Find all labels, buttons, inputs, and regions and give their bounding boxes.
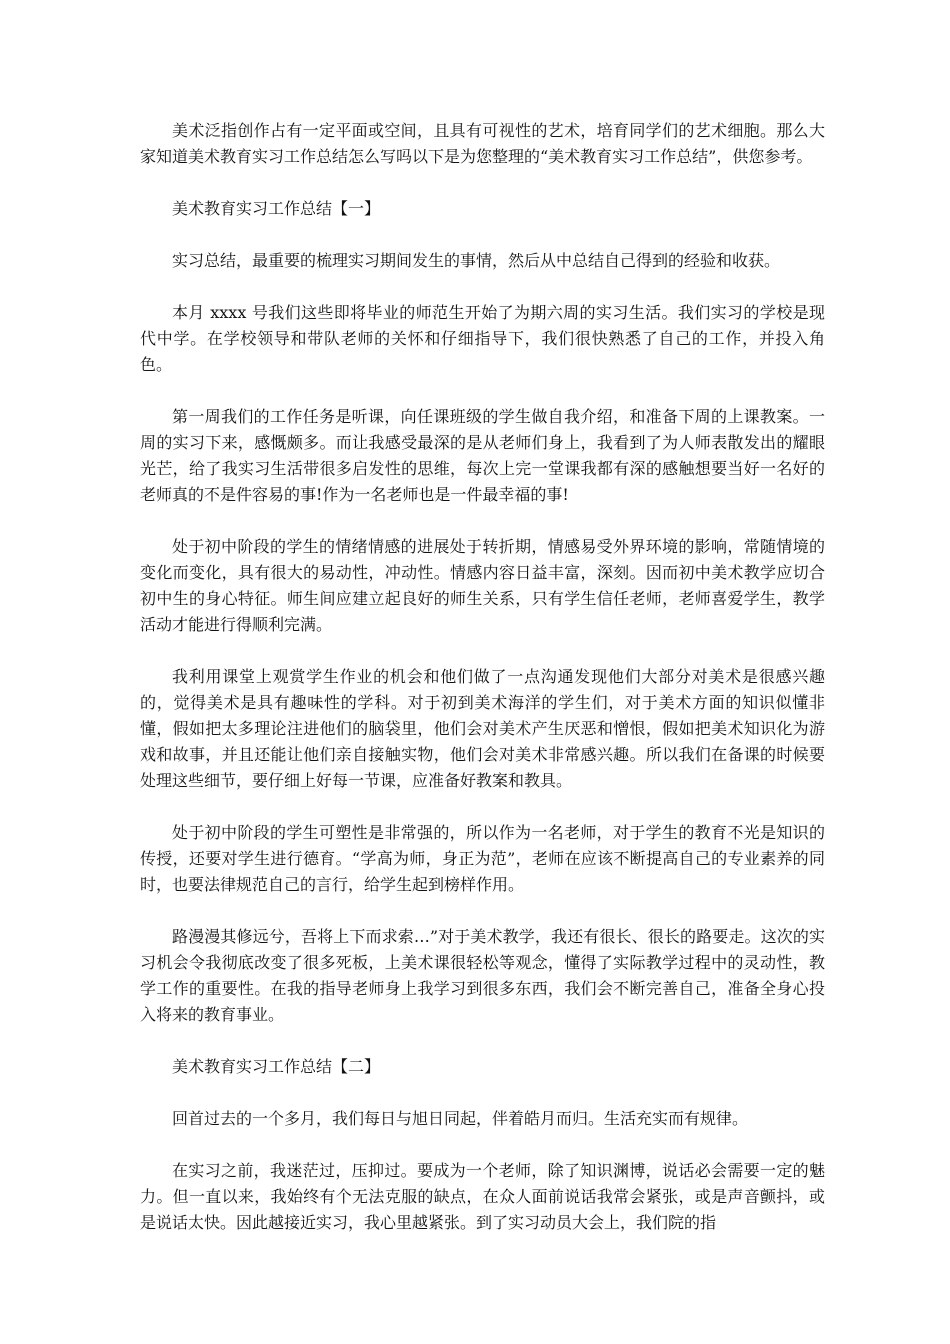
- section-heading-1: 美术教育实习工作总结【一】: [172, 199, 381, 218]
- paragraph: 本月 xxxx 号我们这些即将毕业的师范生开始了为期六周的实习生活。我们实习的学校是现代中学。在学校领导和带队老师的关怀和仔细指导下，我们很快熟悉了自己的工作，并投入角色。: [140, 303, 825, 374]
- paragraph: 在实习之前，我迷茫过，压抑过。要成为一个老师，除了知识渊博，说话必会需要一定的魅力。但一直以来，我始终有个无法克服的缺点，在众人面前说话我常会紧张，或是声音颤抖，或是说话太快。因此越接近实习，我心里越紧张。到了实习动员大会上，我们院的指: [140, 1161, 825, 1232]
- paragraph: 处于初中阶段的学生的情绪情感的进展处于转折期，情感易受外界环境的影响，常随情境的变化而变化，具有很大的易动性，冲动性。情感内容日益丰富，深刻。因而初中美术教学应切合初中生的身心特征。师生间应建立起良好的师生关系，只有学生信任老师，老师喜爱学生，教学活动才能进行得顺利完满。: [140, 537, 825, 634]
- intro-paragraph: 美术泛指创作占有一定平面或空间，且具有可视性的艺术，培育同学们的艺术细胞。那么大家知道美术教育实习工作总结怎么写吗以下是为您整理的“美术教育实习工作总结”，供您参考。: [140, 121, 825, 166]
- paragraph: 路漫漫其修远兮，吾将上下而求索…”对于美术教学，我还有很长、很长的路要走。这次的实习机会令我彻底改变了很多死板，上美术课很轻松等观念，懂得了实际教学过程中的灵动性，教学工作的重要性。在我的指导老师身上我学习到很多东西，我们会不断完善自己，准备全身心投入将来的教育事业。: [140, 927, 825, 1024]
- paragraph: 我利用课堂上观赏学生作业的机会和他们做了一点沟通发现他们大部分对美术是很感兴趣的，觉得美术是具有趣味性的学科。对于初到美术海洋的学生们，对于美术方面的知识似懂非懂，假如把太多理论注进他们的脑袋里，他们会对美术产生厌恶和憎恨，假如把美术知识化为游戏和故事，并且还能让他们亲自接触实物，他们会对美术非常感兴趣。所以我们在备课的时候要处理这些细节，要仔细上好每一节课，应准备好教案和教具。: [140, 667, 825, 790]
- paragraph: 实习总结，最重要的梳理实习期间发生的事情，然后从中总结自己得到的经验和收获。: [172, 251, 781, 270]
- paragraph: 第一周我们的工作任务是听课，向任课班级的学生做自我介绍，和准备下周的上课教案。一周的实习下来，感慨颇多。而让我感受最深的是从老师们身上，我看到了为人师表散发出的耀眼光芒，给了我实习生活带很多启发性的思维，每次上完一堂课我都有深的感触想要当好一名好的老师真的不是件容易的事!作为一名老师也是一件最幸福的事!: [140, 407, 825, 504]
- document-body: [140, 118, 825, 1262]
- section-heading-2: 美术教育实习工作总结【二】: [172, 1057, 381, 1076]
- paragraph: 处于初中阶段的学生可塑性是非常强的，所以作为一名老师，对于学生的教育不光是知识的传授，还要对学生进行德育。“学高为师，身正为范”，老师在应该不断提高自己的专业素养的同时，也要法律规范自己的言行，给学生起到榜样作用。: [140, 823, 825, 894]
- paragraph: 回首过去的一个多月，我们每日与旭日同起，伴着皓月而归。生活充实而有规律。: [172, 1109, 749, 1128]
